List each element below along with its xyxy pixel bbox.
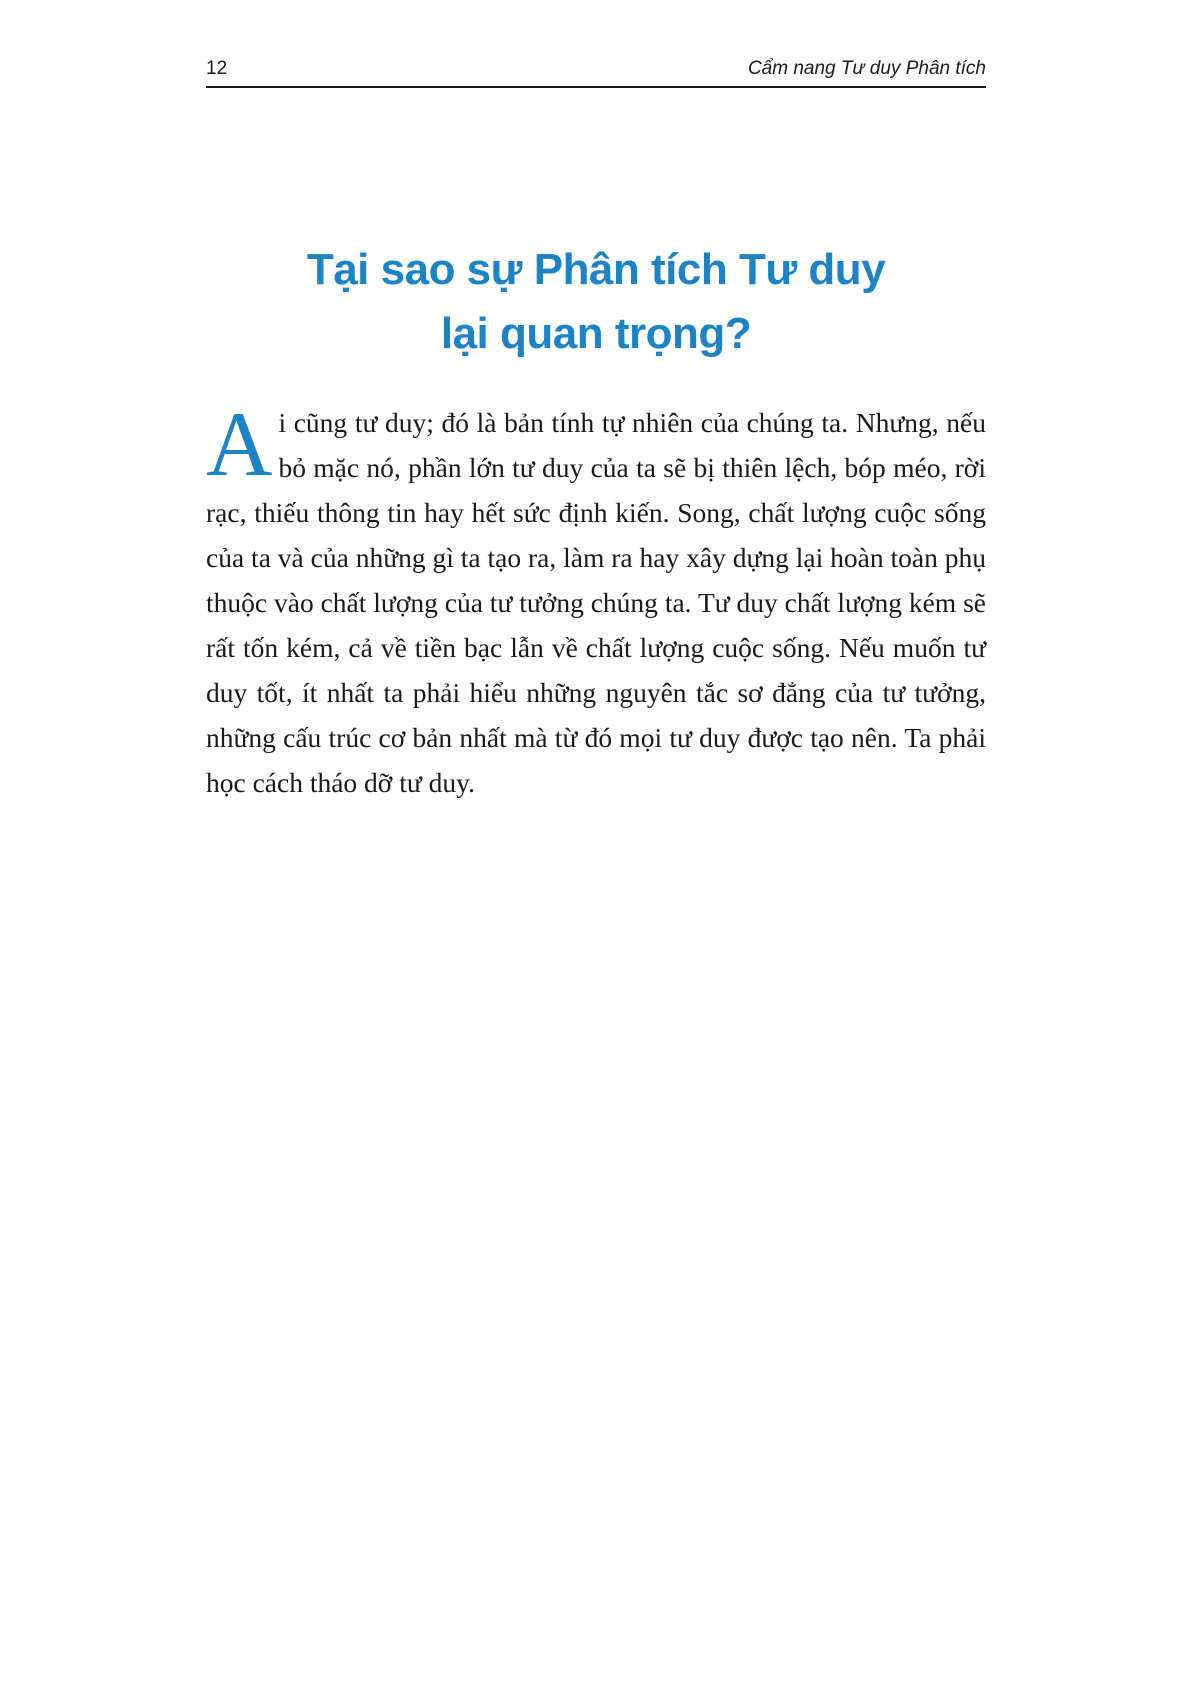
book-title: Cẩm nang Tư duy Phân tích — [747, 58, 986, 79]
chapter-title — [206, 238, 986, 366]
paragraph-text: i cũng tư duy; đó là bản tính tự nhiên của chúng ta. Nhưng, nếu bỏ mặc nó, phần lớn tư duy của ta sẽ bị thiên lệch, bóp méo, rời rạc, thiếu thông tin hay hết sức định kiến. Song, chất lượng cuộc sống của ta và của những gì ta tạo ra, làm ra hay xây dựng lại hoàn toàn phụ thuộc vào chất lượng của tư tưởng chúng ta. Tư duy chất lượng kém sẽ rất tốn kém, cả về tiền bạc lẫn về chất lượng cuộc sống. Nếu muốn tư duy tốt, ít nhất ta phải hiểu những nguyên tắc sơ đẳng của tư tưởng, những cấu trúc cơ bản nhất mà từ đó mọi tư duy được tạo nên. Ta phải học cách tháo dỡ tư duy. — [206, 407, 986, 798]
page-number: 12 — [206, 58, 228, 79]
body-paragraph — [206, 393, 986, 805]
chapter-title-line-1: Tại sao sự Phân tích Tư duy — [306, 245, 886, 294]
drop-cap: A — [206, 393, 273, 495]
chapter-title-line-2: lại quan trọng? — [440, 309, 752, 358]
running-header — [206, 56, 986, 88]
